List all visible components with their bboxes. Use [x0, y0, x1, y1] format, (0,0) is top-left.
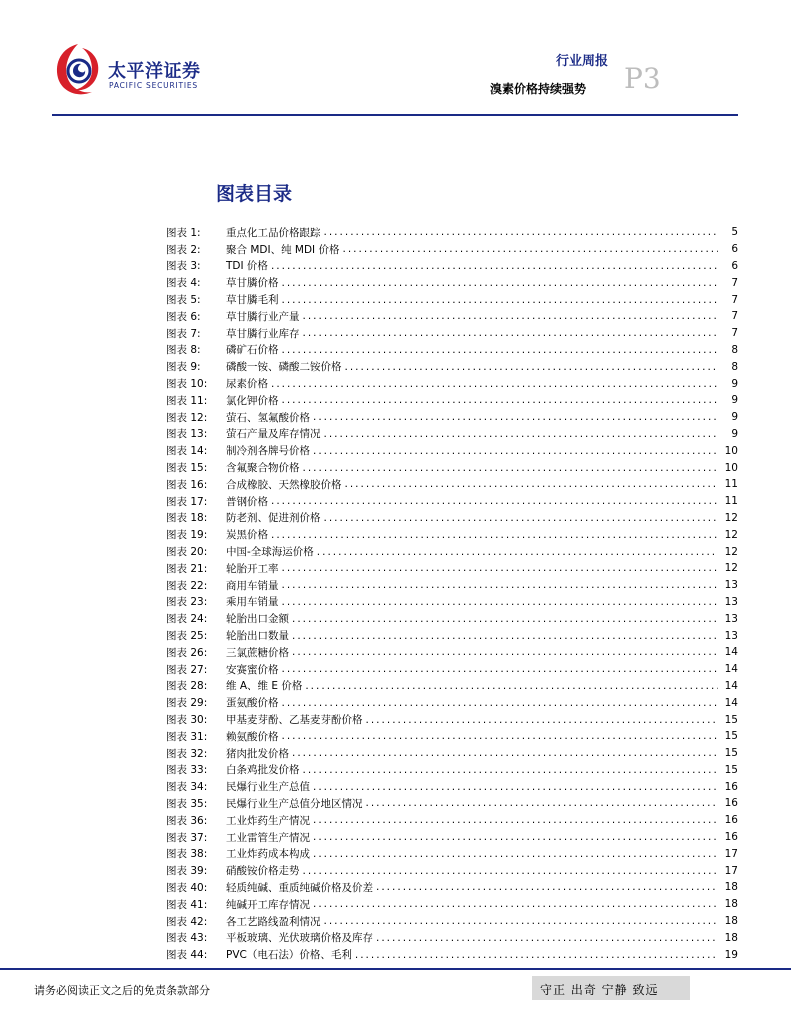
- toc-dot-leader: [376, 881, 718, 893]
- toc-dot-leader: [313, 898, 718, 910]
- toc-item-page: 9: [731, 411, 738, 424]
- toc-dot-leader: [324, 428, 719, 440]
- toc-item-label: 图表 38:: [166, 848, 208, 861]
- toc-item-text: 普钢价格: [226, 495, 268, 508]
- toc-dot-leader: [303, 327, 719, 339]
- toc-dot-leader: [313, 831, 718, 843]
- toc-item[interactable]: [166, 728, 738, 745]
- toc-item[interactable]: [166, 342, 738, 359]
- toc-dot-leader: [292, 613, 718, 625]
- page-header: [0, 0, 791, 120]
- report-type: 行业周报: [556, 54, 609, 69]
- toc-item-text: 民爆行业生产总值分地区情况: [226, 797, 363, 810]
- toc-item-label: 图表 18:: [166, 512, 208, 525]
- toc-item-text: 尿素价格: [226, 378, 268, 391]
- toc-item-text: 草甘膦价格: [226, 277, 279, 290]
- toc-dot-leader: [271, 495, 718, 507]
- toc-item-label: 图表 43:: [166, 932, 208, 945]
- toc-item[interactable]: [166, 409, 738, 426]
- toc-item[interactable]: [166, 258, 738, 275]
- toc-list: [166, 224, 738, 963]
- toc-item-label: 图表 14:: [166, 445, 208, 458]
- toc-item[interactable]: [166, 644, 738, 661]
- toc-item[interactable]: [166, 442, 738, 459]
- toc-item[interactable]: [166, 678, 738, 695]
- toc-item[interactable]: [166, 879, 738, 896]
- toc-item-page: 15: [724, 730, 738, 743]
- toc-item-text: 轮胎出口金额: [226, 613, 289, 626]
- toc-item-label: 图表 32:: [166, 747, 208, 760]
- toc-item-label: 图表 4:: [166, 277, 201, 290]
- toc-dot-leader: [343, 243, 719, 255]
- toc-item-text: 草甘膦毛利: [226, 294, 279, 307]
- toc-item-label: 图表 25:: [166, 630, 208, 643]
- toc-dot-leader: [282, 394, 719, 406]
- toc-item-page: 7: [731, 327, 738, 340]
- toc-item-text: 平板玻璃、光伏玻璃价格及库存: [226, 932, 373, 945]
- toc-item[interactable]: [166, 812, 738, 829]
- toc-item[interactable]: [166, 358, 738, 375]
- toc-item[interactable]: [166, 762, 738, 779]
- toc-item-page: 8: [731, 343, 738, 356]
- toc-dot-leader: [292, 630, 718, 642]
- toc-dot-leader: [305, 680, 718, 692]
- toc-item-page: 11: [724, 495, 738, 508]
- toc-item-label: 图表 44:: [166, 949, 208, 962]
- toc-item-page: 13: [724, 612, 738, 625]
- footer-divider: [0, 968, 791, 970]
- toc-item-page: 12: [724, 562, 738, 575]
- pacific-securities-logo-icon: [52, 40, 104, 100]
- toc-item-label: 图表 19:: [166, 529, 208, 542]
- toc-item-text: 各工艺路线盈利情况: [226, 915, 321, 928]
- toc-dot-leader: [282, 562, 719, 574]
- toc-item-page: 14: [724, 663, 738, 676]
- toc-item[interactable]: [166, 627, 738, 644]
- toc-dot-leader: [366, 797, 719, 809]
- toc-item-text: 磷酸一铵、磷酸二铵价格: [226, 361, 342, 374]
- toc-item-text: 萤石、氢氟酸价格: [226, 411, 310, 424]
- toc-item-text: 萤石产量及库存情况: [226, 428, 321, 441]
- toc-item-page: 18: [724, 881, 738, 894]
- toc-dot-leader: [324, 226, 719, 238]
- toc-item-label: 图表 13:: [166, 428, 208, 441]
- toc-item-page: 12: [724, 528, 738, 541]
- toc-item[interactable]: [166, 325, 738, 342]
- toc-item[interactable]: [166, 594, 738, 611]
- toc-item-label: 图表 8:: [166, 344, 201, 357]
- toc-item-label: 图表 3:: [166, 260, 201, 273]
- toc-dot-leader: [376, 932, 718, 944]
- toc-item-page: 15: [724, 747, 738, 760]
- toc-item-page: 12: [724, 545, 738, 558]
- toc-item-text: 白条鸡批发价格: [226, 764, 300, 777]
- toc-item-label: 图表 41:: [166, 898, 208, 911]
- toc-item-label: 图表 29:: [166, 697, 208, 710]
- toc-item-text: TDI 价格: [226, 260, 268, 273]
- toc-dot-leader: [366, 714, 719, 726]
- toc-item-page: 14: [724, 646, 738, 659]
- toc-item[interactable]: [166, 526, 738, 543]
- toc-item[interactable]: [166, 493, 738, 510]
- toc-item-page: 18: [724, 898, 738, 911]
- toc-item[interactable]: [166, 929, 738, 946]
- toc-item-page: 9: [731, 377, 738, 390]
- toc-item-page: 13: [724, 595, 738, 608]
- toc-item-text: 防老剂、促进剂价格: [226, 512, 321, 525]
- toc-item-page: 16: [724, 797, 738, 810]
- toc-item[interactable]: [166, 778, 738, 795]
- toc-item-label: 图表 1:: [166, 226, 201, 239]
- toc-item-label: 图表 26:: [166, 646, 208, 659]
- toc-item-label: 图表 5:: [166, 294, 201, 307]
- toc-item[interactable]: [166, 459, 738, 476]
- toc-dot-leader: [303, 865, 719, 877]
- toc-dot-leader: [317, 546, 718, 558]
- toc-item-page: 11: [724, 478, 738, 491]
- toc-item-label: 图表 23:: [166, 596, 208, 609]
- toc-item-label: 图表 28:: [166, 680, 208, 693]
- toc-item[interactable]: [166, 291, 738, 308]
- toc-item-text: PVC（电石法）价格、毛利: [226, 949, 352, 962]
- toc-item-label: 图表 22:: [166, 579, 208, 592]
- toc-item-label: 图表 20:: [166, 546, 208, 559]
- toc-item-text: 纯碱开工库存情况: [226, 898, 310, 911]
- toc-item-text: 聚合 MDI、纯 MDI 价格: [226, 243, 340, 256]
- toc-item-label: 图表 31:: [166, 730, 208, 743]
- toc-dot-leader: [282, 579, 719, 591]
- toc-item-page: 12: [724, 511, 738, 524]
- toc-item-label: 图表 16:: [166, 478, 208, 491]
- toc-item-label: 图表 27:: [166, 663, 208, 676]
- toc-item-label: 图表 30:: [166, 714, 208, 726]
- toc-item-text: 工业炸药成本构成: [226, 848, 310, 861]
- toc-item-label: 图表 21:: [166, 562, 208, 575]
- toc-item-label: 图表 34:: [166, 781, 208, 794]
- toc-dot-leader: [271, 378, 718, 390]
- toc-item-text: 蛋氨酸价格: [226, 697, 279, 710]
- toc-item[interactable]: [166, 946, 738, 963]
- toc-item-label: 图表 37:: [166, 831, 208, 844]
- toc-item-page: 7: [731, 276, 738, 289]
- toc-item-page: 6: [731, 243, 738, 256]
- toc-item[interactable]: [166, 913, 738, 930]
- toc-dot-leader: [282, 294, 719, 306]
- toc-dot-leader: [313, 848, 718, 860]
- toc-dot-leader: [345, 478, 719, 490]
- toc-item[interactable]: [166, 308, 738, 325]
- toc-item-text: 工业雷管生产情况: [226, 831, 310, 844]
- report-subtitle: 溴素价格持续强势: [490, 82, 587, 96]
- toc-item-text: 工业炸药生产情况: [226, 814, 310, 827]
- toc-dot-leader: [313, 445, 718, 457]
- toc-item-label: 图表 42:: [166, 915, 208, 928]
- toc-item[interactable]: [166, 795, 738, 812]
- toc-item[interactable]: [166, 577, 738, 594]
- toc-item-text: 重点化工品价格跟踪: [226, 226, 321, 239]
- toc-item-page: 15: [724, 763, 738, 776]
- toc-item-text: 草甘膦行业产量: [226, 310, 300, 323]
- toc-item-page: 16: [724, 780, 738, 793]
- toc-item[interactable]: [166, 745, 738, 762]
- toc-dot-leader: [324, 512, 719, 524]
- logo-english-name: PACIFIC SECURITIES: [109, 81, 198, 90]
- toc-dot-leader: [271, 529, 718, 541]
- toc-item-page: 14: [724, 696, 738, 709]
- toc-item-page: 6: [731, 259, 738, 272]
- toc-item-page: 8: [731, 360, 738, 373]
- toc-dot-leader: [271, 260, 718, 272]
- toc-item-label: 图表 6:: [166, 310, 201, 323]
- toc-dot-leader: [282, 277, 719, 289]
- toc-item[interactable]: [166, 224, 738, 241]
- toc-dot-leader: [282, 730, 719, 742]
- toc-item-page: 13: [724, 579, 738, 592]
- toc-item-text: 磷矿石价格: [226, 344, 279, 357]
- toc-item-page: 14: [724, 679, 738, 692]
- toc-item-text: 赖氨酸价格: [226, 730, 279, 743]
- toc-item-label: 图表 40:: [166, 881, 208, 894]
- toc-dot-leader: [282, 663, 719, 675]
- toc-item-text: 氯化钾价格: [226, 394, 279, 407]
- toc-dot-leader: [303, 310, 719, 322]
- toc-item-page: 16: [724, 814, 738, 827]
- toc-item-label: 图表 10:: [166, 378, 208, 391]
- logo-chinese-name: 太平洋证券: [108, 61, 201, 82]
- toc-item[interactable]: [166, 829, 738, 846]
- toc-dot-leader: [345, 361, 719, 373]
- toc-item[interactable]: [166, 476, 738, 493]
- toc-item[interactable]: [166, 426, 738, 443]
- toc-dot-leader: [292, 747, 718, 759]
- toc-item[interactable]: [166, 661, 738, 678]
- toc-item-page: 10: [724, 444, 738, 457]
- toc-dot-leader: [303, 764, 719, 776]
- toc-item-page: 9: [731, 427, 738, 440]
- toc-item-text: 合成橡胶、天然橡胶价格: [226, 478, 342, 491]
- toc-item-text: 安赛蜜价格: [226, 663, 279, 676]
- toc-item-label: 图表 12:: [166, 411, 208, 424]
- toc-item-label: 图表 35:: [166, 797, 208, 810]
- toc-item-text: 维 A、维 E 价格: [226, 680, 303, 693]
- toc-item-text: 中国-全球海运价格: [226, 546, 314, 559]
- toc-item-page: 5: [731, 226, 738, 239]
- toc-item-text: 三氯蔗糖价格: [226, 646, 289, 659]
- toc-item-page: 17: [724, 864, 738, 877]
- toc-item-page: 7: [731, 310, 738, 323]
- toc-item-label: 图表 9:: [166, 361, 201, 374]
- toc-item-text: 轮胎开工率: [226, 562, 279, 575]
- toc-item-text: 民爆行业生产总值: [226, 781, 310, 794]
- toc-dot-leader: [292, 646, 718, 658]
- toc-item[interactable]: [166, 560, 738, 577]
- toc-item[interactable]: [166, 896, 738, 913]
- toc-item-page: 13: [724, 629, 738, 642]
- disclaimer-text: 请务必阅读正文之后的免责条款部分: [34, 984, 210, 997]
- toc-item-label: 图表 15:: [166, 462, 208, 475]
- toc-item-page: 15: [724, 713, 738, 726]
- toc-dot-leader: [282, 596, 719, 608]
- toc-item[interactable]: [166, 274, 738, 291]
- toc-item-text: 草甘膦行业库存: [226, 327, 300, 340]
- toc-item-label: 图表 33:: [166, 764, 208, 777]
- toc-item-text: 硝酸铵价格走势: [226, 865, 300, 878]
- toc-item-page: 10: [724, 461, 738, 474]
- toc-item-page: 17: [724, 847, 738, 860]
- toc-item[interactable]: [166, 543, 738, 560]
- toc-dot-leader: [282, 344, 719, 356]
- toc-item-text: 商用车销量: [226, 579, 279, 592]
- toc-item-text: 含氟聚合物价格: [226, 462, 300, 475]
- toc-item-page: 9: [731, 394, 738, 407]
- toc-item[interactable]: [166, 510, 738, 527]
- toc-item-label: 图表 24:: [166, 613, 208, 626]
- toc-item[interactable]: [166, 845, 738, 862]
- toc-item-text: 乘用车销量: [226, 596, 279, 609]
- toc-item[interactable]: [166, 392, 738, 409]
- toc-item-label: 图表 17:: [166, 495, 208, 508]
- toc-item-text: 猪肉批发价格: [226, 747, 289, 760]
- header-divider: [52, 114, 738, 116]
- toc-dot-leader: [313, 411, 718, 423]
- toc-dot-leader: [355, 949, 718, 961]
- toc-item-label: 图表 11:: [166, 394, 208, 407]
- toc-item[interactable]: [166, 375, 738, 392]
- toc-item[interactable]: [166, 862, 738, 879]
- toc-item-text: 轻质纯碱、重质纯碱价格及价差: [226, 881, 373, 894]
- toc-item-page: 18: [724, 915, 738, 928]
- toc-item-label: 图表 2:: [166, 243, 201, 256]
- toc-dot-leader: [313, 814, 718, 826]
- toc-item-label: 图表 36:: [166, 814, 208, 827]
- toc-item-label: 图表 39:: [166, 865, 208, 878]
- toc-item[interactable]: [166, 711, 738, 728]
- toc-item-text: 轮胎出口数量: [226, 630, 289, 643]
- page-number: P3: [624, 62, 661, 95]
- toc-title: 图表目录: [216, 183, 293, 205]
- toc-dot-leader: [313, 781, 718, 793]
- toc-dot-leader: [282, 697, 719, 709]
- toc-item-page: 18: [724, 931, 738, 944]
- toc-dot-leader: [324, 915, 719, 927]
- toc-item-text: 甲基麦芽酚、乙基麦芽酚价格: [226, 714, 363, 726]
- toc-item-text: 制冷剂各牌号价格: [226, 445, 310, 458]
- toc-item-text: 炭黑价格: [226, 529, 268, 542]
- toc-item[interactable]: [166, 610, 738, 627]
- toc-item-label: 图表 7:: [166, 327, 201, 340]
- toc-item-page: 7: [731, 293, 738, 306]
- toc-item[interactable]: [166, 241, 738, 258]
- toc-item[interactable]: [166, 694, 738, 711]
- company-motto: 守正 出奇 宁静 致远: [540, 983, 659, 997]
- company-logo: [52, 40, 212, 100]
- toc-dot-leader: [303, 462, 719, 474]
- toc-item-page: 19: [724, 948, 738, 961]
- toc-item-page: 16: [724, 831, 738, 844]
